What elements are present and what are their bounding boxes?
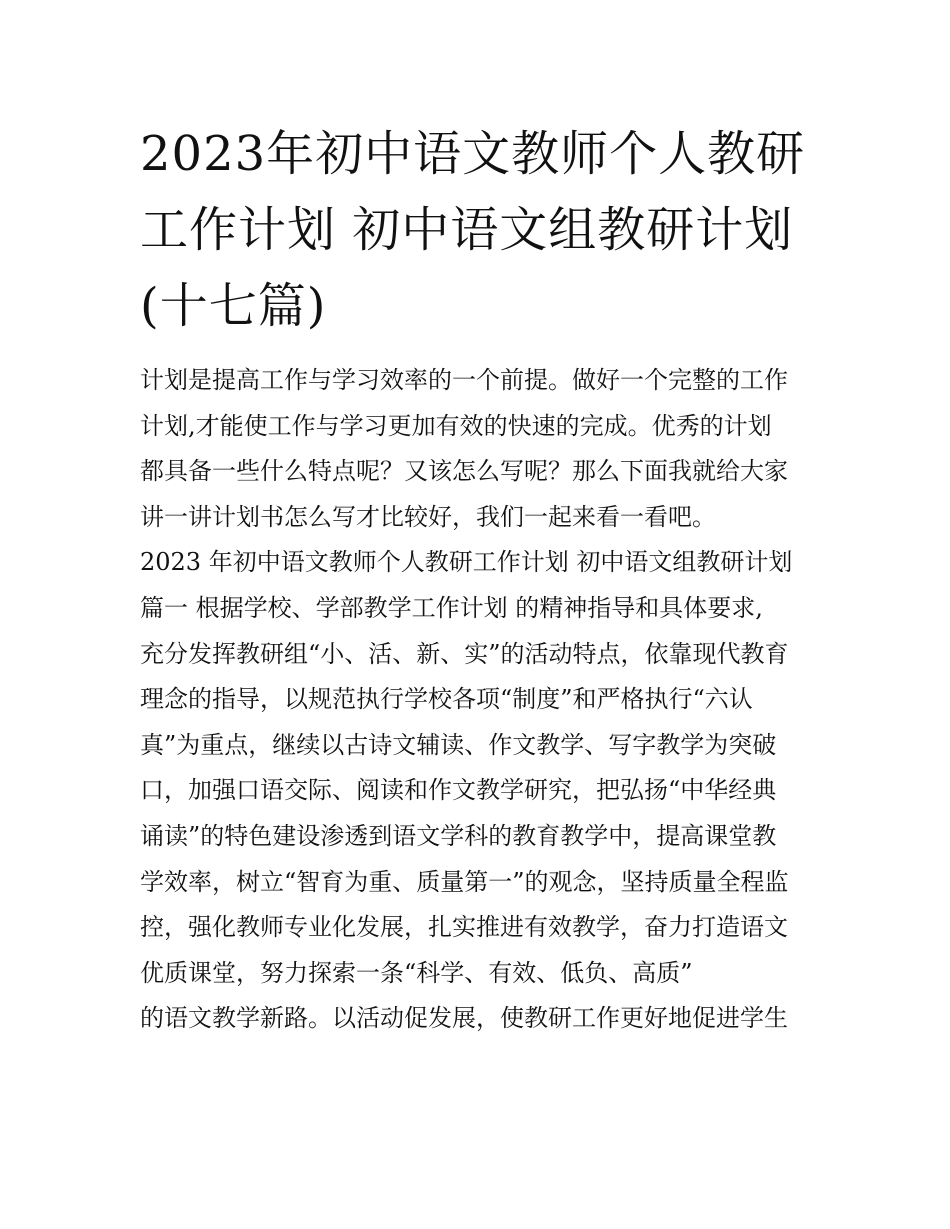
document-title [140, 116, 820, 344]
body-line: 都具备一些什么特点呢？又该怎么写呢？那么下面我就给大家 [140, 457, 788, 486]
body-line: 计划,才能使工作与学习更加有效的快速的完成。优秀的计划 [140, 411, 772, 440]
body-line: 诵读”的特色建设渗透到语文学科的教育教学中，提高课堂教 [140, 821, 777, 850]
body-line: 充分发挥教研组“小、活、新、实”的活动特点，依靠现代教育 [140, 639, 789, 668]
body-line: 口，加强口语交际、阅读和作文教学研究，把弘扬“中华经典 [140, 776, 777, 805]
body-line: 学效率，树立“智育为重、质量第一”的观念，坚持质量全程监 [140, 867, 789, 896]
document-body [140, 358, 820, 1042]
body-line: 控，强化教师专业化发展，扎实推进有效教学，奋力打造语文 [140, 913, 788, 942]
body-line: 优质课堂，努力探索一条“科学、有效、低负、高质” [140, 958, 693, 987]
body-line: 真”为重点，继续以古诗文辅读、作文教学、写字教学为突破 [140, 730, 777, 759]
body-line: 讲一讲计划书怎么写才比较好，我们一起来看一看吧。 [140, 502, 716, 531]
body-line: 计划是提高工作与学习效率的一个前提。做好一个完整的工作 [140, 366, 788, 394]
body-line: 的语文教学新路。以活动促发展，使教研工作更好地促进学生 [140, 1004, 788, 1033]
title-line-1: 2023年初中语文教师个人教研 [140, 126, 806, 182]
body-line: 篇一 根据学校、学部教学工作计划 的精神指导和具体要求, [140, 593, 763, 622]
title-line-2: 工作计划 初中语文组教研计划 [140, 202, 794, 258]
body-line: 理念的指导，以规范执行学校各项“制度”和严格执行“六认 [140, 685, 753, 714]
title-line-3: (十七篇) [140, 278, 327, 334]
body-line: 2023 年初中语文教师个人教研工作计划 初中语文组教研计划 [140, 548, 793, 577]
